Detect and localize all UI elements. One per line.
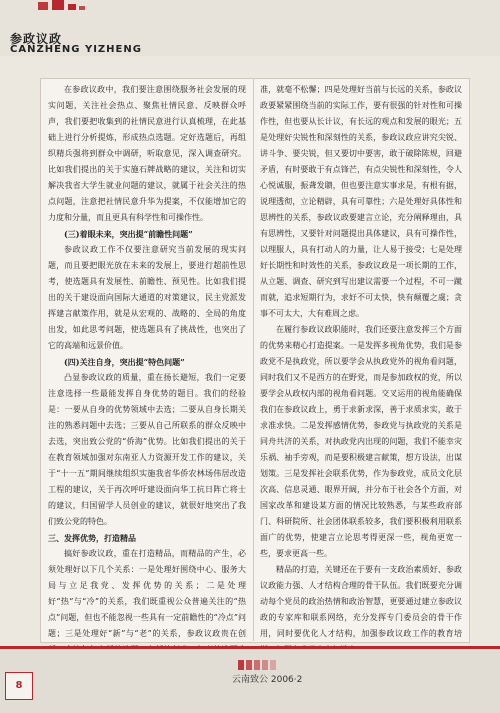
paragraph: 在参政议政中，我们要注意围绕服务社会发展的现实问题，关注社会热点、聚焦社情民意、反映群众呼声，我们要把收集到的社情民意进行认真梳理，在此基础上进行分析提炼，形成热点选题。定好选题后，再组织精兵强将到群众中调研，听取意见，深入调查研究。比如我们提出的关于实施石牌战略的建议，关注和切实解决我省大学生就业问题的建议，就属于社会关注的热点问题，注意把社情民意升华为提案，不仅能增加它的力度和分量，而且更具有科学性和可操作性。 <box>48 85 246 222</box>
column-title: 参政议政 <box>10 32 63 46</box>
left-column <box>48 82 246 674</box>
section-title: 三、发挥优势，打造精品 <box>48 533 136 543</box>
paragraph: 在履行参政议政职能时，我们还要注意发挥三个方面的优势来精心打造提案。一是发挥多视角优势，我们是参政党不是执政党，所以要学会从执政党外的视角看问题，同时我们又不是西方的在野党，而是参加政权的党，所以要学会从政权内部的视角看问题。交叉运用的视角能确保我们在参政议政上，勇于求新求深，善于求质求实，敢于求准求快。二是发挥感情优势，参政党与执政党的关系是同舟共济的关系，对执政党内出现的问题，我们不能幸灾乐祸、袖手旁观，而是要积极建言献策，想方设法，出谋划策。三是发挥社会联系优势，作为参政党，成员文化层次高、信息灵通、眼界开阔，并分布于社会各个方面，对国家改革和建设某方面的情况比较熟悉，与某些政府部门、科研院所、社会团体联系较多，我们要积极利用联系面广的优势，使建言立论思考得更深一些，视角更宽一些，要求更高一些。 <box>260 325 462 558</box>
paragraph: 凸显参政议政的质量，重在扬长避短，我们一定要注意选择一些最能发挥自身优势的题目。我们的经验是：一要从自身的优势领域中去选；二要从自身长期关注的熟悉问题中去选；三要从自己所联系的群众反映中去选，突出致公党的“侨海”优势。比如我们提出的关于在教育领域加强对东南亚人力资源开发工作的建议，关于“十一五”期间继续组织实施我省华侨农林场伟居改造工程的建议，关于再次呼吁建设面向华工抗日阵亡将士的建议，归国留学人员创业的建议，就很好地突出了我们致公党的特色。 <box>48 373 246 526</box>
right-column <box>260 82 462 658</box>
page-header <box>0 0 500 56</box>
footer-accent-bar <box>0 646 500 649</box>
subheading: (四)关注自身，突出提“特色问题” <box>64 357 185 367</box>
paragraph: 搞好参政议政，重在打造精品，而精品的产生，必须处理好以下几个关系：一是处理好围绕中心、服务大局与立足我党、发挥优势的关系；二是处理好“热”与“冷”的关系，我们既重视公众普遍关注的“热点”问题，但也不能忽视一些具有一定前瞻性的“冷点”问题；三是处理好“新”与“老”的关系，参政议政贵在创 <box>48 549 246 638</box>
paragraph: 准，就毫不松懈；四是处理好当前与长远的关系，参政议政要紧紧围绕当前的实际工作，要有很强的针对性和可操作性，但也要从长计议，有长远的观点和发展的眼光；五是处理好尖锐性和深刻性的关系，参政议政应讲究尖锐、讲斗争、要尖锐，但又要切中要害，敢于破除陈规，回避矛盾，有时要敢于有点锋芒，有点尖锐性和深刻性，令人心悦诚服，振聋发聩，但也要注意实事求是，有根有据，说理透彻，立论精辟，具有可靠性；六是处理好具体性和思辨性的关系，参政议政要建言立论，充分阐释理由，具有思辨性，又要针对问题提出具体建议，具有可操作性，以理服人，具有打动人的力量，让人易于接受；七是处理好长期性和时效性的关系，参政议政是一项长期的工作，从立题、调查、研究到写出建议需要一个过程，不可一蹴而就，追求短期行为，求好不可太快，快有颠覆之虞；贪事不可太大，大有难周之虑。 <box>260 85 462 318</box>
column-divider <box>253 78 254 641</box>
page-number: 8 <box>5 672 33 700</box>
footer-logo-bars <box>238 660 278 670</box>
paragraph: 精品的打造，关键还在于要有一支政治素质好、参政议政能力强、人才结构合理的骨干队伍。我们既要充分调动每个党员的政治热情和政治智慧，更要通过建立参政议政的专家库和联系网络，充分发挥专门委员会的骨干作用，同时要优化人才结构，加强参政议政工作的教育培 <box>260 565 462 638</box>
column-subtitle: CANZHENG YIZHENG <box>10 44 142 55</box>
column-logo-bars <box>8 0 128 20</box>
subheading: (三)着眼未来，突出提“前瞻性问题” <box>64 229 193 239</box>
magazine-issue: 云南致公 2006·2 <box>232 675 303 685</box>
paragraph: 参政议政工作不仅要注意研究当前发展的现实问题，而且要把眼光放在未来的发展上，要进行超前性思考，使选题具有发展性、前瞻性、预见性。比如我们提出的关于建设面向国际大通道的对策建议，民主党派发挥建言献策作用，就是从宏观的、战略的、全局的角度出发，如此思考问题，使选题具有了挑战性，也突出了它的高端和远景价值。 <box>48 245 246 350</box>
